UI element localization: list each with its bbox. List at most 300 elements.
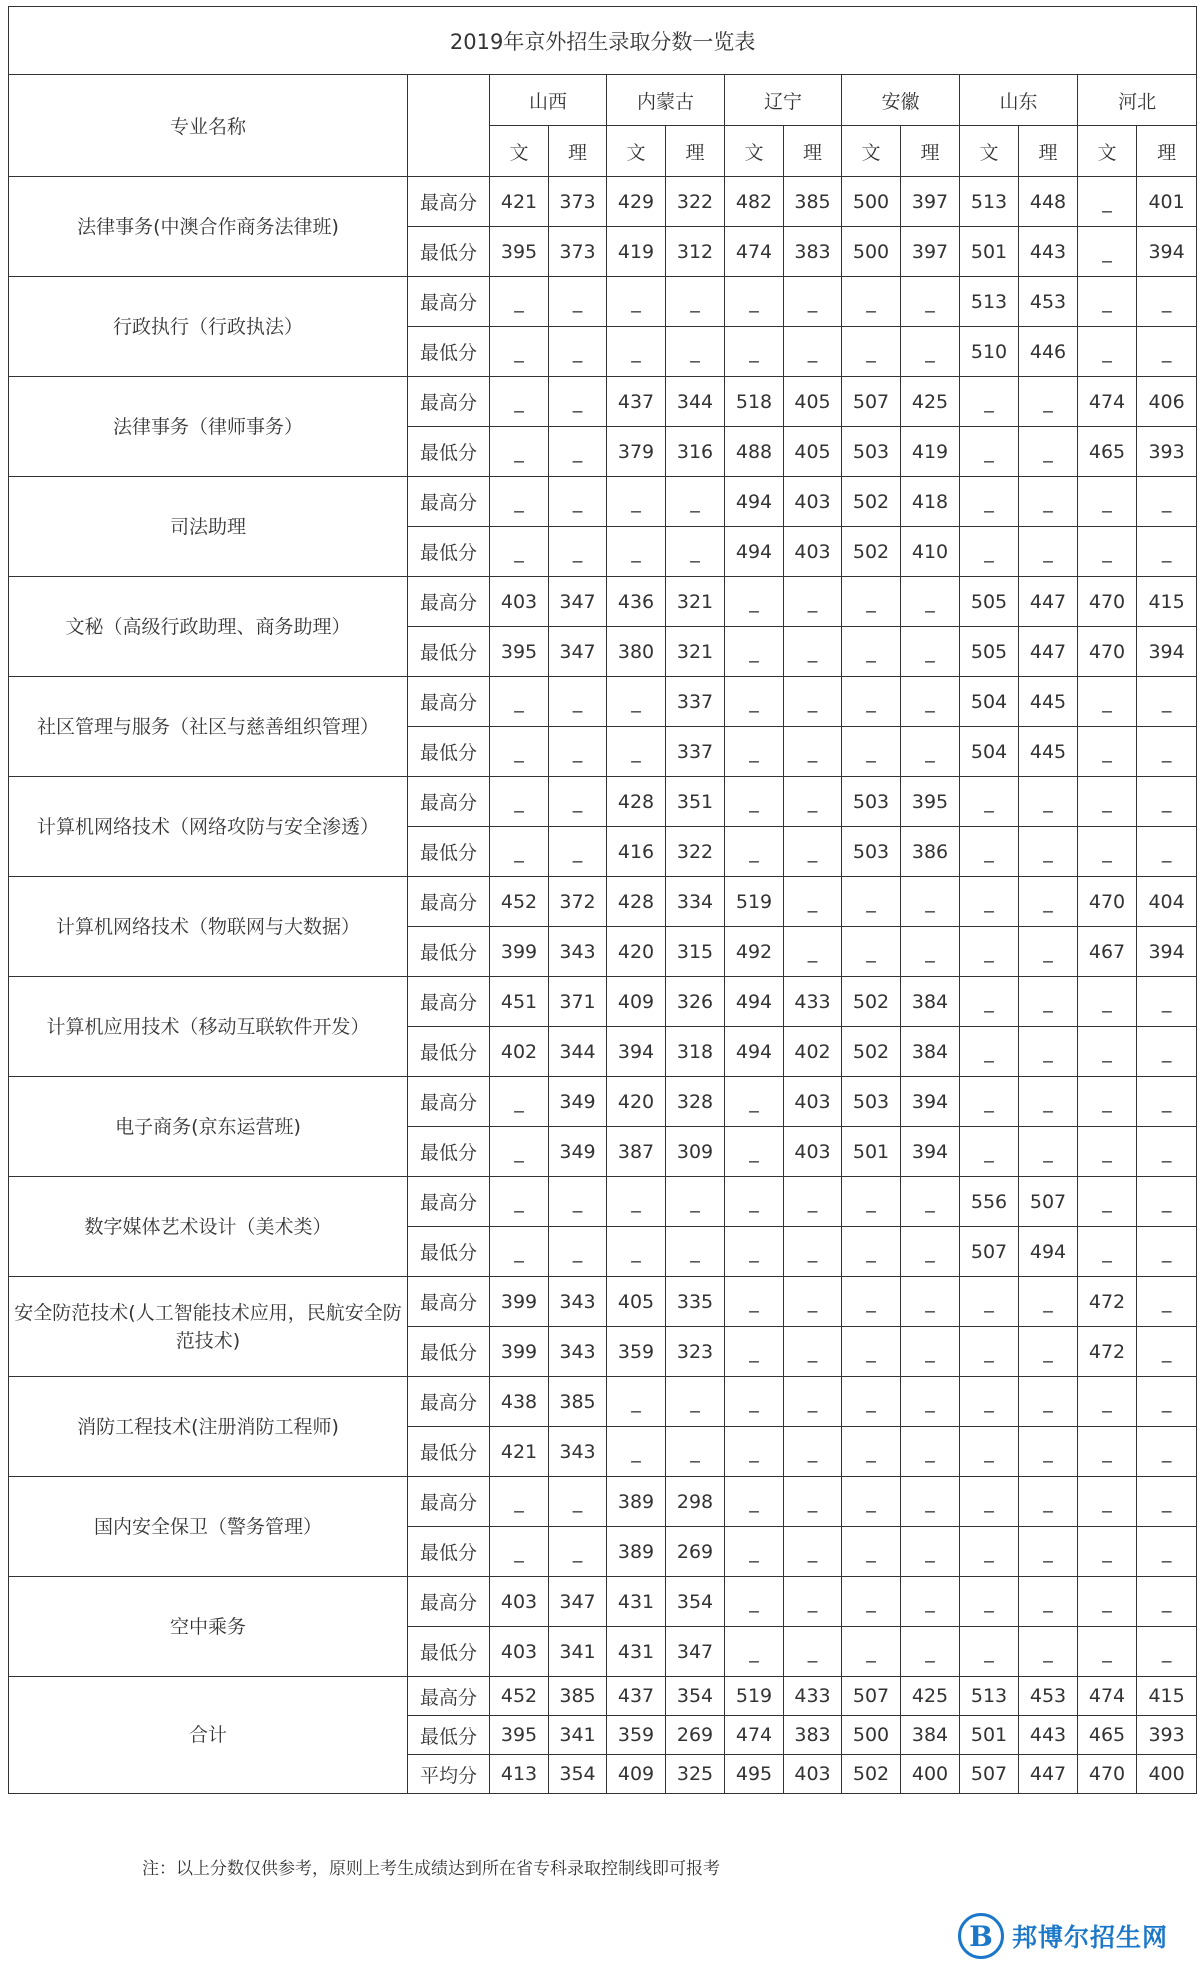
score-cell: 519: [725, 1677, 784, 1716]
score-cell: 503: [842, 827, 901, 877]
score-cell: 397: [901, 227, 960, 277]
stat-label-low: 最低分: [408, 927, 490, 977]
score-cell: _: [607, 1177, 666, 1227]
score-cell: 437: [607, 377, 666, 427]
score-cell: _: [666, 277, 725, 327]
score-cell: _: [842, 927, 901, 977]
major-name: 消防工程技术(注册消防工程师): [9, 1377, 408, 1477]
score-cell: 269: [666, 1527, 725, 1577]
score-cell: _: [960, 427, 1019, 477]
score-cell: _: [960, 1627, 1019, 1677]
score-cell: 326: [666, 977, 725, 1027]
score-cell: _: [725, 827, 784, 877]
table-row: [9, 1277, 1197, 1327]
stat-label-high: 最高分: [408, 1277, 490, 1327]
score-cell: 383: [784, 227, 842, 277]
score-cell: 337: [666, 677, 725, 727]
score-cell: 428: [607, 877, 666, 927]
province-header: 安徽: [842, 75, 960, 126]
score-cell: _: [1078, 1177, 1137, 1227]
score-cell: _: [490, 277, 549, 327]
score-cell: _: [901, 1527, 960, 1577]
score-cell: _: [842, 1377, 901, 1427]
stat-header: [408, 75, 490, 177]
score-cell: _: [1019, 1377, 1078, 1427]
score-cell: 403: [784, 1127, 842, 1177]
score-cell: 373: [549, 177, 607, 227]
score-cell: _: [725, 627, 784, 677]
score-cell: _: [725, 727, 784, 777]
score-cell: 507: [842, 377, 901, 427]
score-cell: _: [607, 277, 666, 327]
li-header: 理: [666, 126, 725, 177]
score-cell: _: [1019, 977, 1078, 1027]
score-cell: 403: [490, 577, 549, 627]
score-cell: 406: [1137, 377, 1197, 427]
score-cell: _: [960, 1377, 1019, 1427]
score-cell: _: [725, 1227, 784, 1277]
score-cell: _: [1137, 1427, 1197, 1477]
score-cell: 415: [1137, 1677, 1197, 1716]
table-row: [9, 277, 1197, 327]
score-cell: 405: [784, 377, 842, 427]
score-cell: _: [960, 977, 1019, 1027]
score-cell: 371: [549, 977, 607, 1027]
score-cell: 507: [960, 1755, 1019, 1794]
score-cell: 507: [960, 1227, 1019, 1277]
score-cell: _: [1137, 477, 1197, 527]
table-row: [9, 877, 1197, 927]
score-cell: _: [901, 1627, 960, 1677]
major-name: 司法助理: [9, 477, 408, 577]
score-cell: _: [725, 1627, 784, 1677]
score-cell: _: [549, 327, 607, 377]
score-cell: 373: [549, 227, 607, 277]
major-name: 计算机应用技术（移动互联软件开发）: [9, 977, 408, 1077]
table-title: 2019年京外招生录取分数一览表: [9, 7, 1197, 75]
score-cell: 402: [784, 1027, 842, 1077]
score-cell: _: [725, 1427, 784, 1477]
score-cell: 344: [666, 377, 725, 427]
stat-label-high: 最高分: [408, 377, 490, 427]
score-cell: _: [784, 577, 842, 627]
score-cell: 322: [666, 177, 725, 227]
score-cell: 335: [666, 1277, 725, 1327]
score-cell: 394: [1137, 227, 1197, 277]
score-cell: _: [490, 727, 549, 777]
score-cell: _: [842, 1177, 901, 1227]
score-cell: 347: [549, 577, 607, 627]
score-cell: 386: [901, 827, 960, 877]
score-cell: _: [784, 327, 842, 377]
score-cell: _: [490, 1527, 549, 1577]
score-cell: 343: [549, 927, 607, 977]
score-cell: _: [901, 627, 960, 677]
score-cell: _: [725, 677, 784, 727]
score-cell: 385: [549, 1377, 607, 1427]
footnote: 注：以上分数仅供参考，原则上考生成绩达到所在省专科录取控制线即可报考: [142, 1859, 720, 1879]
province-header: 辽宁: [725, 75, 842, 126]
score-cell: _: [549, 377, 607, 427]
score-cell: _: [1078, 827, 1137, 877]
score-cell: _: [1078, 977, 1137, 1027]
score-cell: 269: [666, 1716, 725, 1755]
table-row: [9, 1377, 1197, 1427]
score-cell: 443: [1019, 227, 1078, 277]
score-cell: 513: [960, 177, 1019, 227]
score-cell: _: [901, 1577, 960, 1627]
score-cell: _: [725, 1377, 784, 1427]
score-cell: _: [901, 1477, 960, 1527]
score-cell: 312: [666, 227, 725, 277]
stat-label-low: 最低分: [408, 227, 490, 277]
score-cell: _: [549, 1227, 607, 1277]
score-cell: 323: [666, 1327, 725, 1377]
score-cell: _: [1078, 177, 1137, 227]
score-cell: 419: [901, 427, 960, 477]
score-cell: 341: [549, 1716, 607, 1755]
score-cell: _: [1019, 1077, 1078, 1127]
table-row: [9, 477, 1197, 527]
stat-label-low: 最低分: [408, 527, 490, 577]
score-cell: _: [1137, 1127, 1197, 1177]
score-cell: _: [784, 1277, 842, 1327]
score-cell: 513: [960, 277, 1019, 327]
score-cell: 354: [666, 1577, 725, 1627]
score-cell: _: [549, 1177, 607, 1227]
score-cell: _: [1078, 327, 1137, 377]
score-cell: _: [960, 477, 1019, 527]
score-cell: _: [1137, 1227, 1197, 1277]
score-cell: 447: [1019, 1755, 1078, 1794]
score-cell: _: [842, 327, 901, 377]
score-cell: _: [607, 1227, 666, 1277]
score-cell: 405: [607, 1277, 666, 1327]
score-cell: _: [784, 727, 842, 777]
score-cell: _: [842, 1627, 901, 1677]
score-cell: 316: [666, 427, 725, 477]
score-cell: _: [960, 1277, 1019, 1327]
score-cell: 393: [1137, 1716, 1197, 1755]
score-cell: 397: [901, 177, 960, 227]
score-cell: _: [1019, 1477, 1078, 1527]
score-cell: 507: [842, 1677, 901, 1716]
score-cell: _: [960, 1477, 1019, 1527]
score-cell: _: [901, 677, 960, 727]
score-cell: 446: [1019, 327, 1078, 377]
score-cell: _: [842, 1577, 901, 1627]
score-cell: _: [1019, 1627, 1078, 1677]
score-cell: 385: [549, 1677, 607, 1716]
wen-header: 文: [490, 126, 549, 177]
score-cell: _: [1019, 1577, 1078, 1627]
score-cell: _: [960, 1577, 1019, 1627]
score-cell: _: [960, 1127, 1019, 1177]
score-cell: _: [1078, 1377, 1137, 1427]
score-cell: 425: [901, 1677, 960, 1716]
score-cell: 470: [1078, 627, 1137, 677]
stat-label-high: 最高分: [408, 877, 490, 927]
score-cell: 380: [607, 627, 666, 677]
score-cell: _: [842, 1427, 901, 1477]
score-cell: _: [960, 927, 1019, 977]
score-cell: _: [901, 577, 960, 627]
score-cell: 472: [1078, 1327, 1137, 1377]
stat-label-low: 最低分: [408, 427, 490, 477]
score-cell: _: [901, 877, 960, 927]
stat-label-avg: 平均分: [408, 1755, 490, 1794]
score-cell: 409: [607, 1755, 666, 1794]
score-cell: _: [607, 327, 666, 377]
score-cell: 322: [666, 827, 725, 877]
score-cell: _: [901, 1227, 960, 1277]
score-cell: 372: [549, 877, 607, 927]
score-cell: _: [607, 527, 666, 577]
score-cell: 404: [1137, 877, 1197, 927]
score-cell: 394: [901, 1127, 960, 1177]
score-cell: _: [901, 727, 960, 777]
score-cell: 447: [1019, 577, 1078, 627]
score-cell: _: [1137, 777, 1197, 827]
stat-label-high: 最高分: [408, 1077, 490, 1127]
score-cell: 500: [842, 227, 901, 277]
score-cell: _: [1137, 1177, 1197, 1227]
score-cell: 394: [1137, 927, 1197, 977]
score-cell: _: [490, 1127, 549, 1177]
score-cell: _: [784, 677, 842, 727]
stat-label-low: 最低分: [408, 1127, 490, 1177]
stat-label-high: 最高分: [408, 1577, 490, 1627]
stat-label-low: 最低分: [408, 1427, 490, 1477]
score-cell: 351: [666, 777, 725, 827]
score-cell: _: [490, 677, 549, 727]
score-cell: 507: [1019, 1177, 1078, 1227]
wen-header: 文: [607, 126, 666, 177]
score-cell: 470: [1078, 577, 1137, 627]
score-cell: _: [1137, 1327, 1197, 1377]
score-cell: 467: [1078, 927, 1137, 977]
score-cell: _: [1019, 1127, 1078, 1177]
score-cell: _: [490, 377, 549, 427]
score-cell: _: [1137, 677, 1197, 727]
score-cell: _: [1078, 1427, 1137, 1477]
major-name: 文秘（高级行政助理、商务助理）: [9, 577, 408, 677]
score-cell: 318: [666, 1027, 725, 1077]
stat-label-high: 最高分: [408, 177, 490, 227]
score-cell: _: [490, 1077, 549, 1127]
stat-label-high: 最高分: [408, 577, 490, 627]
score-cell: 349: [549, 1077, 607, 1127]
score-cell: _: [725, 1277, 784, 1327]
score-cell: 474: [1078, 377, 1137, 427]
score-cell: _: [842, 727, 901, 777]
stat-label-low: 最低分: [408, 1627, 490, 1677]
score-cell: 321: [666, 577, 725, 627]
score-cell: 504: [960, 677, 1019, 727]
major-name: 计算机网络技术（网络攻防与安全渗透）: [9, 777, 408, 877]
score-cell: _: [490, 427, 549, 477]
wen-header: 文: [1078, 126, 1137, 177]
score-cell: 501: [842, 1127, 901, 1177]
li-header: 理: [784, 126, 842, 177]
score-cell: 431: [607, 1627, 666, 1677]
score-cell: 403: [784, 477, 842, 527]
score-cell: 384: [901, 977, 960, 1027]
score-cell: _: [784, 1477, 842, 1527]
score-cell: _: [549, 427, 607, 477]
score-cell: _: [901, 1277, 960, 1327]
province-header: 山东: [960, 75, 1078, 126]
score-cell: 401: [1137, 177, 1197, 227]
score-cell: _: [901, 1377, 960, 1427]
score-cell: 403: [784, 527, 842, 577]
score-cell: _: [842, 1327, 901, 1377]
score-cell: _: [784, 1527, 842, 1577]
score-cell: 384: [901, 1027, 960, 1077]
score-cell: _: [549, 777, 607, 827]
major-name: 法律事务（律师事务）: [9, 377, 408, 477]
score-cell: _: [1019, 1427, 1078, 1477]
score-cell: 347: [549, 1577, 607, 1627]
score-cell: _: [1078, 1477, 1137, 1527]
score-cell: 494: [725, 477, 784, 527]
score-cell: 502: [842, 527, 901, 577]
score-cell: _: [842, 627, 901, 677]
score-cell: _: [1078, 1227, 1137, 1277]
score-cell: _: [549, 827, 607, 877]
score-cell: _: [960, 1327, 1019, 1377]
score-cell: _: [666, 527, 725, 577]
score-cell: 436: [607, 577, 666, 627]
score-cell: _: [1019, 377, 1078, 427]
stat-label-high: 最高分: [408, 1477, 490, 1527]
score-cell: 387: [607, 1127, 666, 1177]
score-cell: _: [490, 1227, 549, 1277]
watermark-text: 邦博尔招生网: [1012, 1923, 1169, 1952]
major-name: 计算机网络技术（物联网与大数据）: [9, 877, 408, 977]
watermark-logo: [958, 1911, 1188, 1961]
score-cell: 504: [960, 727, 1019, 777]
score-cell: _: [549, 1477, 607, 1527]
score-cell: 502: [842, 1027, 901, 1077]
score-cell: 488: [725, 427, 784, 477]
score-cell: _: [725, 1527, 784, 1577]
province-header: 内蒙古: [607, 75, 725, 126]
score-cell: 474: [725, 227, 784, 277]
score-cell: _: [1019, 877, 1078, 927]
table-row: [9, 377, 1197, 427]
stat-label-low: 最低分: [408, 1227, 490, 1277]
score-cell: _: [784, 827, 842, 877]
score-cell: _: [1137, 1377, 1197, 1427]
score-cell: 501: [960, 1716, 1019, 1755]
province-header: 河北: [1078, 75, 1197, 126]
score-cell: _: [1137, 1077, 1197, 1127]
score-cell: 500: [842, 177, 901, 227]
score-cell: _: [784, 1227, 842, 1277]
score-cell: 337: [666, 727, 725, 777]
score-cell: _: [725, 1077, 784, 1127]
score-cell: _: [842, 877, 901, 927]
score-cell: _: [1078, 277, 1137, 327]
score-cell: 453: [1019, 1677, 1078, 1716]
score-cell: 410: [901, 527, 960, 577]
table-row: [9, 777, 1197, 827]
score-cell: 503: [842, 777, 901, 827]
score-cell: _: [607, 677, 666, 727]
score-cell: 394: [901, 1077, 960, 1127]
stat-label-high: 最高分: [408, 777, 490, 827]
stat-label-high: 最高分: [408, 1177, 490, 1227]
score-cell: _: [784, 1327, 842, 1377]
score-cell: 438: [490, 1377, 549, 1427]
score-cell: _: [725, 1577, 784, 1627]
score-cell: 494: [725, 527, 784, 577]
score-cell: 502: [842, 477, 901, 527]
major-name: 数字媒体艺术设计（美术类）: [9, 1177, 408, 1277]
score-cell: 321: [666, 627, 725, 677]
score-cell: 395: [490, 627, 549, 677]
score-cell: _: [960, 1077, 1019, 1127]
score-cell: 433: [784, 1677, 842, 1716]
score-cell: 393: [1137, 427, 1197, 477]
score-cell: 503: [842, 427, 901, 477]
score-cell: _: [725, 1327, 784, 1377]
score-cell: 359: [607, 1716, 666, 1755]
score-cell: 556: [960, 1177, 1019, 1227]
score-cell: _: [960, 527, 1019, 577]
stat-label-low: 最低分: [408, 1027, 490, 1077]
score-cell: _: [1137, 727, 1197, 777]
score-cell: 501: [960, 227, 1019, 277]
score-cell: 315: [666, 927, 725, 977]
score-cell: _: [490, 527, 549, 577]
score-cell: 298: [666, 1477, 725, 1527]
stat-label-high: 最高分: [408, 277, 490, 327]
score-cell: _: [1078, 1577, 1137, 1627]
score-cell: _: [490, 777, 549, 827]
score-cell: 325: [666, 1755, 725, 1794]
stat-label-high: 最高分: [408, 477, 490, 527]
province-header: 山西: [490, 75, 607, 126]
score-cell: 451: [490, 977, 549, 1027]
score-cell: 405: [784, 427, 842, 477]
score-cell: _: [784, 777, 842, 827]
score-cell: _: [960, 777, 1019, 827]
score-cell: _: [901, 1177, 960, 1227]
score-cell: 385: [784, 177, 842, 227]
score-cell: _: [725, 577, 784, 627]
score-cell: _: [549, 727, 607, 777]
score-cell: 428: [607, 777, 666, 827]
total-label: 合计: [9, 1677, 408, 1794]
score-cell: 452: [490, 1677, 549, 1716]
table-row: [9, 677, 1197, 727]
score-cell: 399: [490, 1327, 549, 1377]
score-cell: _: [1019, 1027, 1078, 1077]
score-cell: 420: [607, 1077, 666, 1127]
score-cell: _: [901, 927, 960, 977]
score-cell: 343: [549, 1327, 607, 1377]
score-cell: _: [1019, 827, 1078, 877]
score-cell: _: [1137, 827, 1197, 877]
score-cell: 425: [901, 377, 960, 427]
score-cell: _: [960, 827, 1019, 877]
score-cell: _: [1019, 477, 1078, 527]
score-cell: 403: [784, 1755, 842, 1794]
score-cell: _: [842, 1277, 901, 1327]
score-cell: 495: [725, 1755, 784, 1794]
